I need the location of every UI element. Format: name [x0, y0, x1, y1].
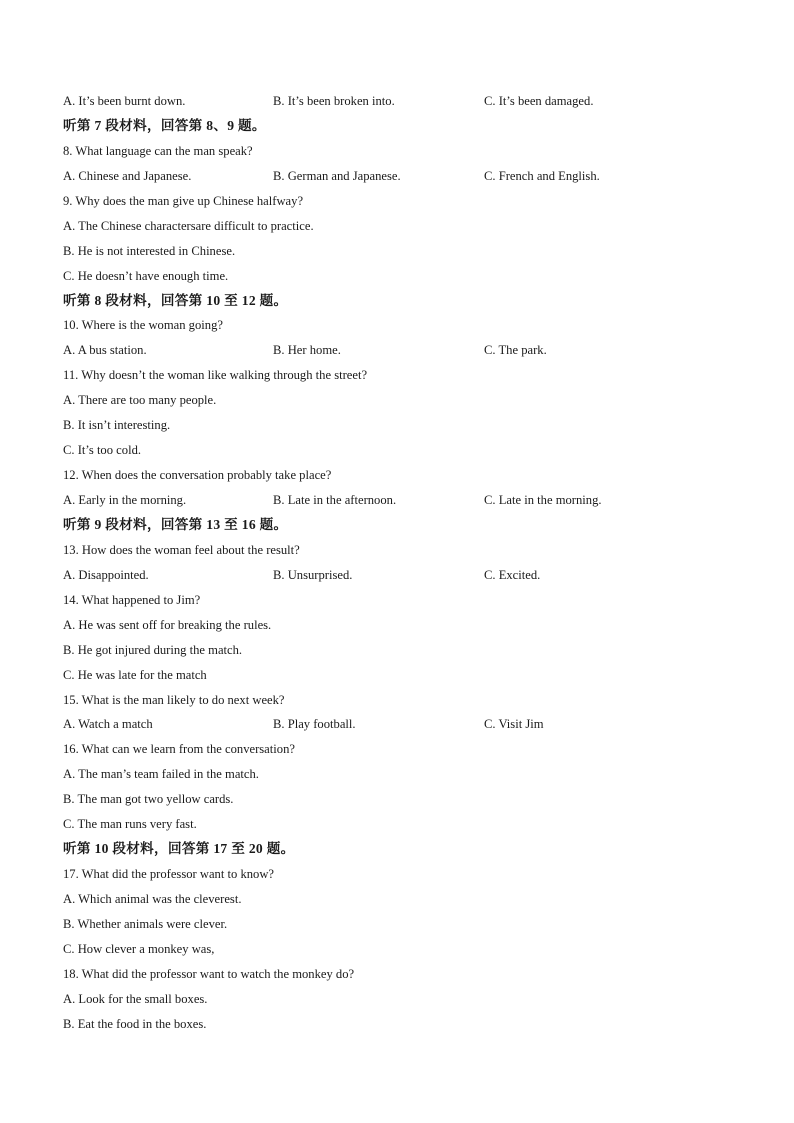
q12-option-b: B. Late in the afternoon. [273, 493, 397, 507]
q8-option-b: B. German and Japanese. [273, 168, 401, 183]
section-7-heading: 听第 7 段材料，回答第 8、9 题。 [63, 117, 266, 133]
q13-options-row [63, 563, 763, 588]
section-10-heading: 听第 10 段材料，回答第 17 至 20 题。 [63, 841, 295, 857]
q16-option-c: C. The man runs very fast. [63, 817, 197, 832]
q8-option-c: C. French and English. [484, 168, 600, 183]
q7-option-b: B. It’s been broken into. [273, 94, 395, 108]
q7-option-c: C. It’s been damaged. [484, 94, 594, 108]
exam-page [63, 89, 763, 1037]
question-15: 15. What is the man likely to do next week? [63, 692, 285, 707]
q17-option-c: C. How clever a monkey was, [63, 941, 215, 956]
q11-option-a: A. There are too many people. [63, 393, 217, 408]
q15-option-b: B. Play football. [273, 717, 356, 732]
section-9-heading: 听第 9 段材料，回答第 13 至 16 题。 [63, 516, 288, 532]
q8-option-a: A. Chinese and Japanese. [63, 168, 192, 183]
question-13: 13. How does the woman feel about the result? [63, 542, 300, 557]
q13-option-c: C. Excited. [484, 567, 541, 582]
q9-option-c: C. He doesn’t have enough time. [63, 268, 229, 283]
question-12: 12. When does the conversation probably take place? [63, 468, 332, 483]
q10-option-c: C. The park. [484, 343, 547, 358]
q7-option-a: A. It’s been burnt down. [63, 94, 186, 108]
q7-options-row [63, 89, 763, 114]
q14-option-b: B. He got injured during the match. [63, 642, 243, 657]
question-8: 8. What language can the man speak? [63, 143, 253, 158]
q15-options-row [63, 712, 763, 737]
question-10: 10. Where is the woman going? [63, 318, 223, 333]
q11-option-b: B. It isn’t interesting. [63, 418, 171, 433]
q9-option-b: B. He is not interested in Chinese. [63, 243, 236, 258]
q16-option-b: B. The man got two yellow cards. [63, 792, 234, 807]
q10-option-b: B. Her home. [273, 343, 341, 358]
q10-option-a: A. A bus station. [63, 343, 147, 358]
q12-options-row [63, 488, 763, 513]
q14-option-a: A. He was sent off for breaking the rules. [63, 617, 272, 632]
q11-option-c: C. It’s too cold. [63, 443, 142, 458]
section-8-heading: 听第 8 段材料，回答第 10 至 12 题。 [63, 292, 288, 308]
q17-option-b: B. Whether animals were clever. [63, 916, 228, 931]
question-18: 18. What did the professor want to watch the monkey do? [63, 966, 355, 981]
q16-option-a: A. The man’s team failed in the match. [63, 767, 259, 782]
question-9: 9. Why does the man give up Chinese halfway? [63, 193, 304, 208]
q15-option-c: C. Visit Jim [484, 717, 544, 732]
q12-option-a: A. Early in the morning. [63, 493, 187, 507]
question-11: 11. Why doesn’t the woman like walking through the street? [63, 368, 368, 383]
question-17: 17. What did the professor want to know? [63, 867, 275, 882]
q18-option-a: A. Look for the small boxes. [63, 991, 208, 1006]
q8-options-row [63, 164, 763, 189]
q18-option-b: B. Eat the food in the boxes. [63, 1016, 207, 1031]
q13-option-a: A. Disappointed. [63, 567, 149, 582]
q12-option-c: C. Late in the morning. [484, 493, 602, 507]
q13-option-b: B. Unsurprised. [273, 567, 353, 582]
question-16: 16. What can we learn from the conversation? [63, 742, 295, 757]
q10-options-row [63, 338, 763, 363]
q14-option-c: C. He was late for the match [63, 667, 207, 682]
q15-option-a: A. Watch a match [63, 717, 153, 732]
q9-option-a: A. The Chinese charactersare difficult to practice. [63, 218, 314, 233]
q17-option-a: A. Which animal was the cleverest. [63, 892, 242, 906]
question-14: 14. What happened to Jim? [63, 592, 201, 607]
